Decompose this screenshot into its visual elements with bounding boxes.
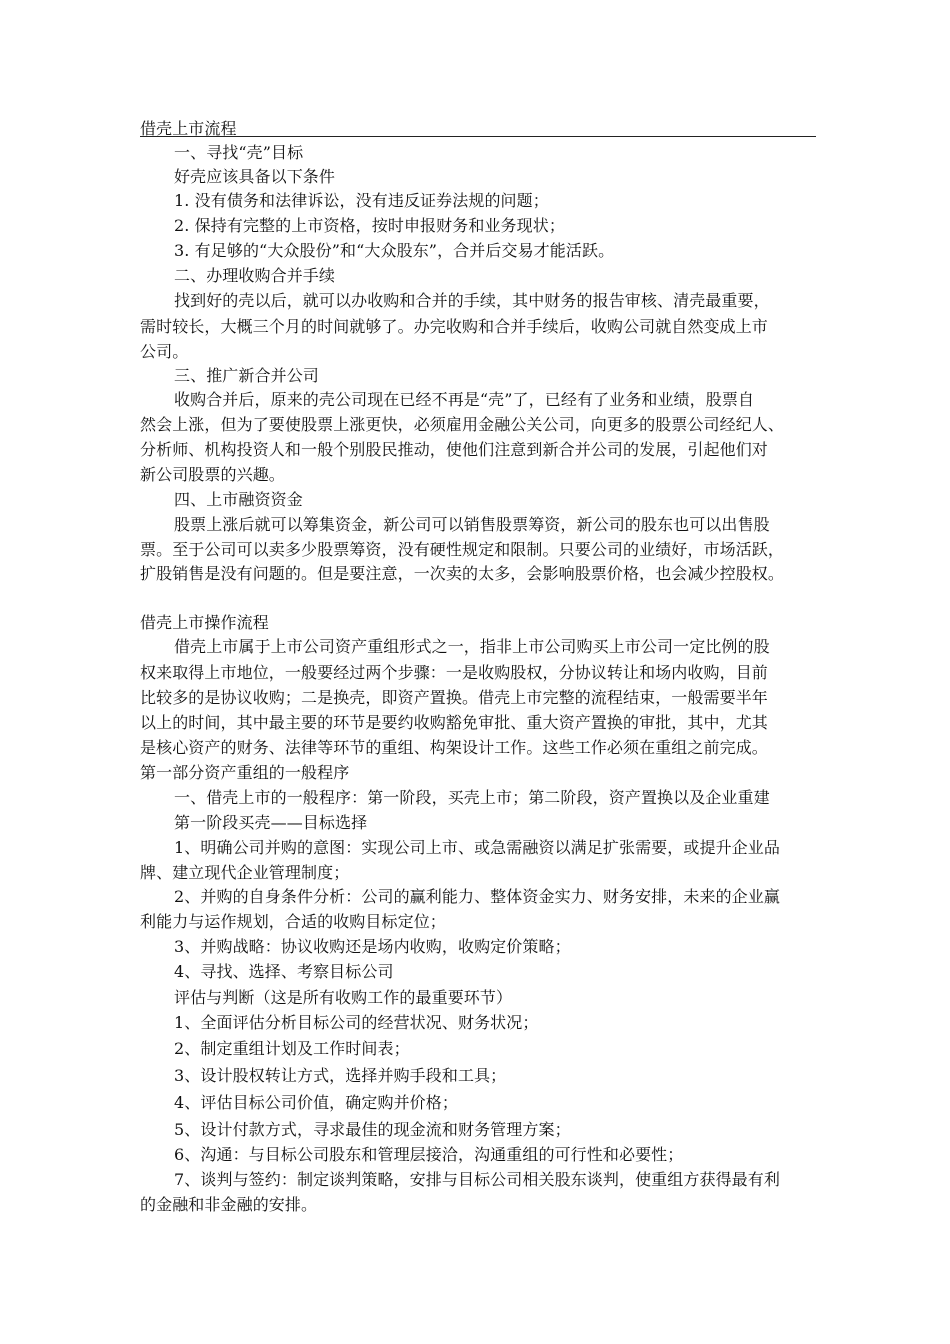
document-title: 借壳上市流程	[140, 119, 237, 138]
list-item: 2. 保持有完整的上市资格，按时申报财务和业务现状；	[174, 216, 565, 235]
document-subtitle: 借壳上市操作流程	[140, 613, 269, 632]
paragraph-line: 股票上涨后就可以筹集资金，新公司可以销售股票筹资，新公司的股东也可以出售股	[174, 515, 770, 534]
list-item: 4、评估目标公司价值，确定购并价格；	[174, 1093, 458, 1112]
paragraph-line: 分析师、机构投资人和一般个别股民推动，使他们注意到新合并公司的发展，引起他们对	[140, 440, 768, 459]
list-item: 6、沟通：与目标公司股东和管理层接洽，沟通重组的可行性和必要性；	[174, 1145, 684, 1164]
list-item: 1、全面评估分析目标公司的经营状况、财务状况；	[174, 1013, 539, 1032]
paragraph-line: 比较多的是协议收购；二是换壳，即资产置换。借壳上市完整的流程结束，一般需要半年	[140, 688, 768, 707]
paragraph-line: 收购合并后，原来的壳公司现在已经不再是“壳”了，已经有了业务和业绩，股票自	[174, 390, 755, 409]
list-item: 4、寻找、选择、考察目标公司	[174, 962, 394, 981]
paragraph-line: 借壳上市属于上市公司资产重组形式之一，指非上市公司购买上市公司一定比例的股	[174, 637, 770, 656]
section-heading: 一、借壳上市的一般程序：第一阶段，买壳上市；第二阶段，资产置换以及企业重建	[174, 788, 770, 807]
list-item: 5、设计付款方式，寻求最佳的现金流和财务管理方案；	[174, 1120, 571, 1139]
paragraph-line: 扩股销售是没有问题的。但是要注意，一次卖的太多，会影响股票价格，也会减少控股权。	[140, 564, 785, 583]
list-item: 3. 有足够的“大众股份”和“大众股东”，合并后交易才能活跃。	[174, 241, 615, 260]
title-underline	[140, 136, 816, 137]
list-item: 2、并购的自身条件分析：公司的赢利能力、整体资金实力、财务安排，未来的企业赢	[174, 887, 780, 906]
paragraph-line: 需时较长，大概三个月的时间就够了。办完收购和合并手续后，收购公司就自然变成上市	[140, 317, 768, 336]
list-item: 7、谈判与签约：制定谈判策略，安排与目标公司相关股东谈判，使重组方获得最有利	[174, 1170, 780, 1189]
section-heading: 第一阶段买壳——目标选择	[174, 813, 368, 832]
paragraph-line: 是核心资产的财务、法律等环节的重组、构架设计工作。这些工作必须在重组之前完成。	[140, 738, 768, 757]
paragraph-line: 票。至于公司可以卖多少股票筹资，没有硬性规定和限制。只要公司的业绩好，市场活跃，	[140, 540, 785, 559]
paragraph-line: 公司。	[140, 342, 189, 361]
list-item: 利能力与运作规划，合适的收购目标定位；	[140, 912, 446, 931]
list-item: 的金融和非金融的安排。	[140, 1195, 318, 1214]
paragraph-line: 新公司股票的兴趣。	[140, 465, 285, 484]
list-item: 1、明确公司并购的意图：实现公司上市、或急需融资以满足扩张需要，或提升企业品	[174, 838, 780, 857]
section-heading: 四、上市融资资金	[174, 490, 303, 509]
paragraph-line: 以上的时间，其中最主要的环节是要约收购豁免审批、重大资产置换的审批，其中，尤其	[140, 713, 768, 732]
list-item: 牌、建立现代企业管理制度；	[140, 863, 350, 882]
section-heading: 二、办理收购合并手续	[174, 266, 336, 285]
paragraph-line: 然会上涨，但为了要使股票上涨更快，必须雇用金融公关公司，向更多的股票公司经纪人、	[140, 415, 785, 434]
section-heading: 三、推广新合并公司	[174, 366, 319, 385]
list-item: 3、设计股权转让方式，选择并购手段和工具；	[174, 1066, 507, 1085]
section-heading: 一、寻找“壳”目标	[174, 143, 304, 162]
list-item: 1. 没有债务和法律诉讼，没有违反证券法规的问题；	[174, 191, 549, 210]
paragraph-line: 找到好的壳以后，就可以办收购和合并的手续，其中财务的报告审核、清壳最重要，	[174, 291, 770, 310]
paragraph-line: 好壳应该具备以下条件	[174, 167, 336, 186]
list-item: 2、制定重组计划及工作时间表；	[174, 1039, 410, 1058]
paragraph-line: 权来取得上市地位，一般要经过两个步骤：一是收购股权，分协议转让和场内收购，目前	[140, 663, 768, 682]
list-item: 3、并购战略：协议收购还是场内收购，收购定价策略；	[174, 937, 571, 956]
section-heading: 评估与判断（这是所有收购工作的最重要环节）	[174, 988, 513, 1007]
section-heading: 第一部分资产重组的一般程序	[140, 763, 350, 782]
